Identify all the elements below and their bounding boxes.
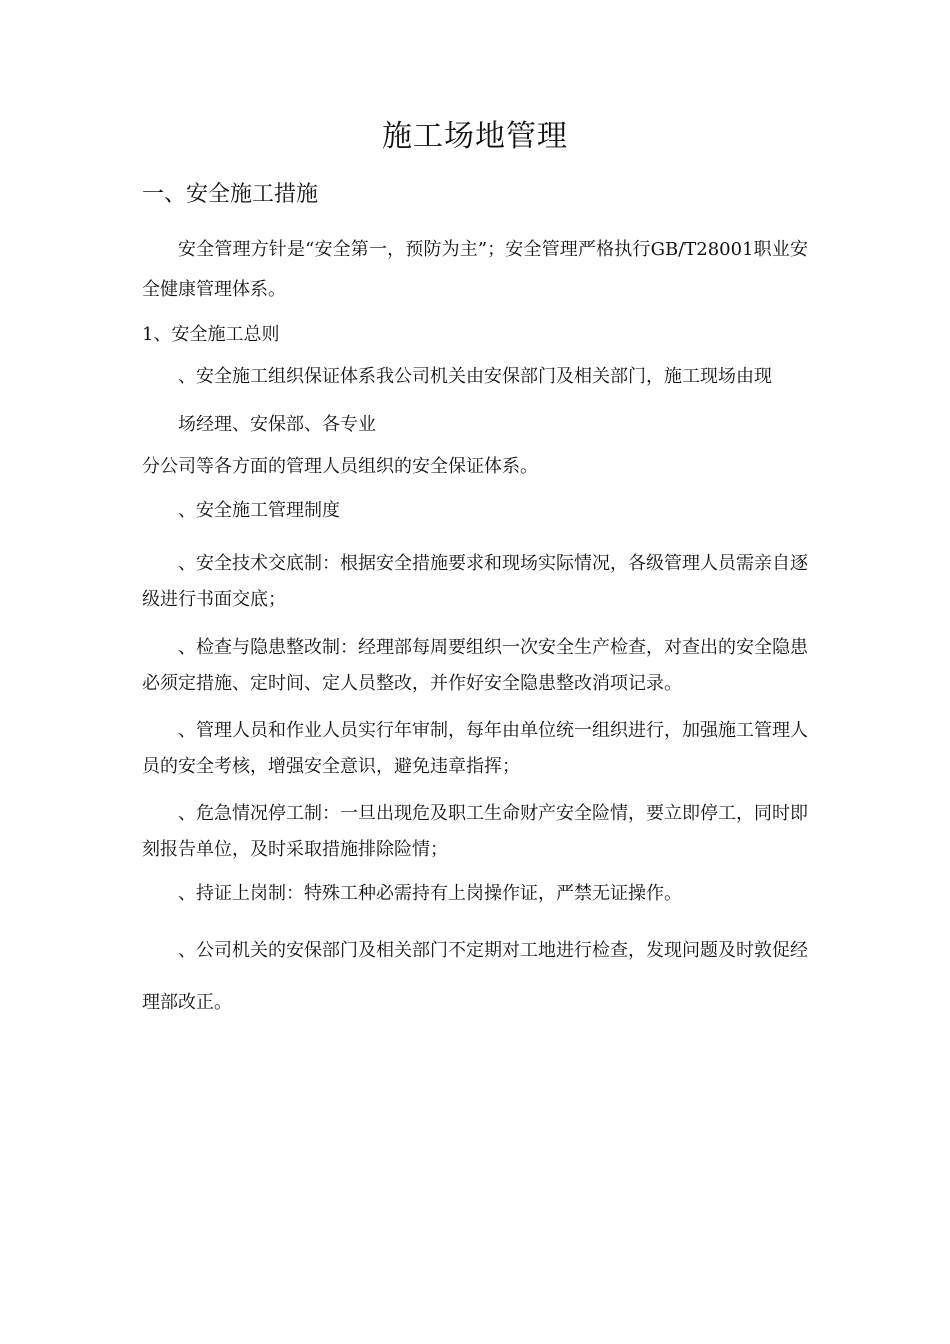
paragraph-organization-line3: 分公司等各方面的管理人员组织的安全保证体系。 (142, 456, 538, 477)
paragraph-inspection-rectification: 、检查与隐患整改制：经理部每周要组织一次安全生产检查，对查出的安全隐患必须定措施、定时间、定人员整改，并作好安全隐患整改消项记录。 (142, 637, 808, 694)
paragraph-annual-review: 、管理人员和作业人员实行年审制，每年由单位统一组织进行，加强施工管理人员的安全考核，增强安全意识，避免违章指挥； (142, 720, 808, 777)
paragraph-organization-line1: 、安全施工组织保证体系我公司机关由安保部门及相关部门，施工现场由现 (178, 366, 772, 387)
paragraph-certified-work: 、持证上岗制：特殊工种必需持有上岗操作证，严禁无证操作。 (178, 883, 682, 904)
page-title: 施工场地管理 (382, 119, 568, 154)
paragraph-safety-policy: 安全管理方针是“安全第一，预防为主”；安全管理严格执行GB/T28001职业安全健康管理体系。 (142, 239, 808, 300)
section-heading: 一、安全施工措施 (142, 182, 319, 207)
paragraph-organization-line2: 场经理、安保部、各专业 (178, 414, 376, 435)
paragraph-irregular-inspection: 、公司机关的安保部门及相关部门不定期对工地进行检查，发现问题及时敦促经理部改正。 (142, 940, 808, 1013)
paragraph-emergency-stop: 、危急情况停工制：一旦出现危及职工生命财产安全险情，要立即停工，同时即刻报告单位，及时采取措施排除险情； (142, 803, 808, 860)
paragraph-technical-briefing: 、安全技术交底制：根据安全措施要求和现场实际情况，各级管理人员需亲自逐级进行书面交底； (142, 553, 808, 610)
paragraph-management-system: 、安全施工管理制度 (178, 500, 340, 521)
subsection-heading-general-rules: 1、安全施工总则 (142, 324, 280, 345)
